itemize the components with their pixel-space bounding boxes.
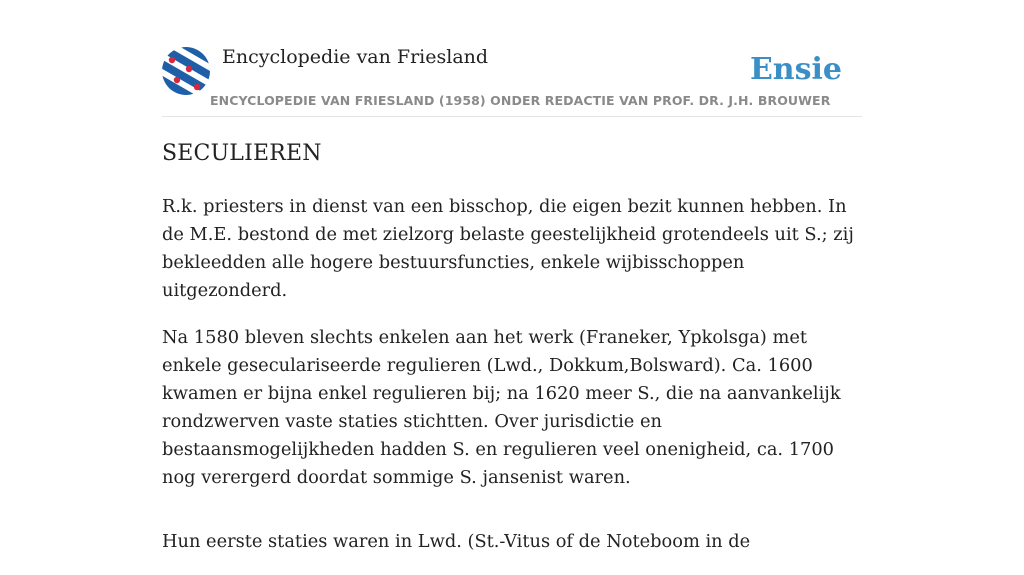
site-header bbox=[162, 44, 862, 117]
site-subtitle: ENCYCLOPEDIE VAN FRIESLAND (1958) ONDER REDACTIE VAN PROF. DR. J.H. BROUWER bbox=[210, 93, 831, 108]
article-paragraph: R.k. priesters in dienst van een bisschop, die eigen bezit kunnen hebben. In de M.E. bestond de met zielzorg belaste geestelijkheid grotendeels uit S.; zij bekleedden alle hogere bestuursfuncties, enkele wijbisschoppen uitgezonderd. bbox=[162, 196, 854, 301]
frisian-flag-icon[interactable] bbox=[162, 47, 210, 95]
brand-logo[interactable]: Ensie bbox=[749, 52, 842, 87]
article bbox=[162, 137, 862, 575]
article-paragraph: Hun eerste staties waren in Lwd. (St.-Vitus of de Noteboom in de bbox=[162, 531, 751, 552]
article-title: SECULIEREN bbox=[162, 141, 322, 166]
site-title[interactable]: Encyclopedie van Friesland bbox=[222, 46, 489, 68]
article-paragraph: Na 1580 bleven slechts enkelen aan het werk (Franeker, Ypkolsga) met enkele geseculariseerde regulieren (Lwd., Dokkum,Bolsward). Ca. 1600 kwamen er bijna enkel regulieren bij; na 1620 meer S., die na aanvankelijk rondzwerven vaste staties stichtten. Over jurisdictie en bestaansmogelijkheden hadden S. en regulieren veel onenigheid, ca. 1700 nog verergerd doordat sommige S. jansenist waren. bbox=[162, 327, 841, 488]
